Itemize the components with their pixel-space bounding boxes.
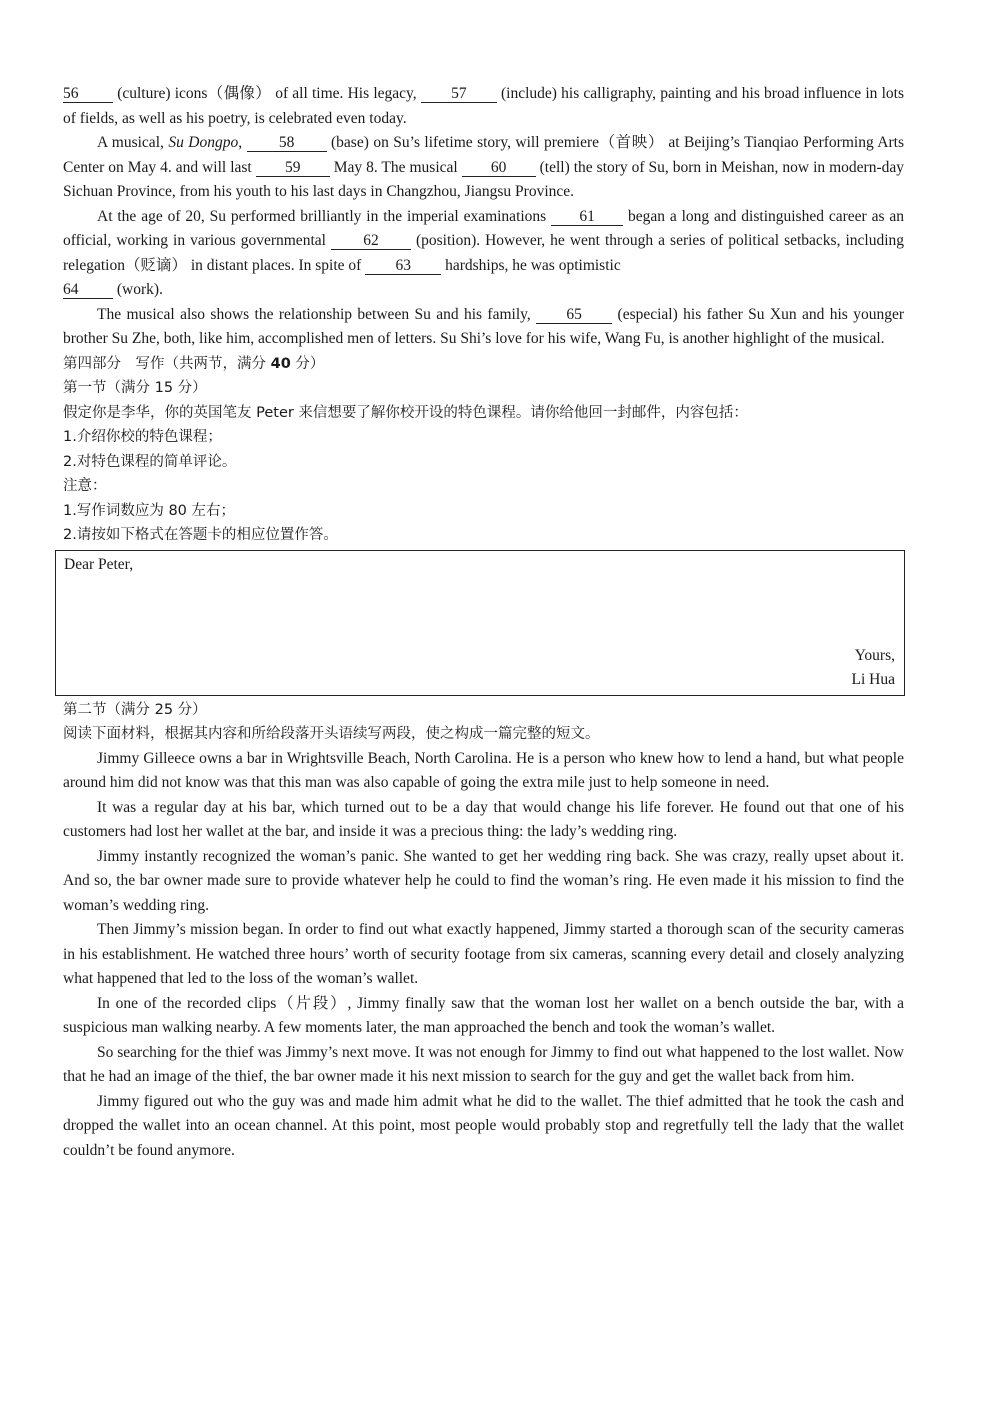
part-four-title: 第四部分 写作（共两节，满分 40 分） xyxy=(63,355,325,372)
blank-65[interactable]: 65 xyxy=(536,306,612,324)
note-title: 注意： xyxy=(63,478,107,494)
signer-name: Li Hua xyxy=(851,671,895,688)
story-paragraph: Then Jimmy’s mission began. In order to find out what exactly happened, Jimmy started a thorough scan of the security cameras in his establishment. He watched three hours’ worth of security footage from six cameras, scanning every detail and closely analyzing what happened that led to the loss of the woman’s wallet. xyxy=(63,921,904,987)
writing-section xyxy=(63,352,904,548)
note-1: 1.写作词数应为 80 左右； xyxy=(63,502,236,519)
cloze-paragraph-1: 56 (culture) icons（偶像） of all time. His legacy, 57 (include) his calligraphy, painting and his broad influence in lots of fields, as well as his poetry, is celebrated even today. xyxy=(63,85,905,127)
blank-63[interactable]: 63 xyxy=(365,257,441,275)
prompt-point-2: 2.对特色课程的简单评论。 xyxy=(63,453,237,470)
blank-59[interactable]: 59 xyxy=(256,159,330,177)
section-one-title: 第一节（满分 15 分） xyxy=(63,380,207,396)
story-paragraph: Jimmy instantly recognized the woman’s panic. She wanted to get her wedding ring back. She was crazy, really upset about it. And so, the bar owner made sure to provide whatever help he could to find the woman’s ring. He even made it his mission to find the woman’s wedding ring. xyxy=(63,847,904,914)
note-2: 2.请按如下格式在答题卡的相应位置作答。 xyxy=(63,527,338,543)
blank-60[interactable]: 60 xyxy=(462,159,536,177)
section-two-prompt: 阅读下面材料，根据其内容和所给段落开头语续写两段，使之构成一篇完整的短文。 xyxy=(63,726,600,742)
story-paragraph: It was a regular day at his bar, which turned out to be a day that would change his life forever. He found out that one of his customers had lost her wallet at the bar, and inside it was a precious thing: the lady’s wedding ring. xyxy=(63,798,904,840)
blank-61[interactable]: 61 xyxy=(551,208,623,226)
signature xyxy=(852,644,895,693)
writing-prompt: 假定你是李华，你的英国笔友 Peter 来信想要了解你校开设的特色课程。请你给他回一封邮件，内容包括： xyxy=(63,404,748,421)
blank-57[interactable]: 57 xyxy=(421,85,497,103)
story-paragraph: Jimmy Gilleece owns a bar in Wrightsville Beach, North Carolina. He is a person who knew how to lend a hand, but what people around him did not know was that this man was also capable of going the extra mile just to help someone in need. xyxy=(63,749,904,791)
answer-format-box xyxy=(55,550,905,696)
blank-64[interactable]: 64 xyxy=(63,281,113,299)
blank-56[interactable]: 56 xyxy=(63,85,113,103)
prompt-point-1: 1.介绍你校的特色课程； xyxy=(63,429,222,445)
closing: Yours, xyxy=(854,646,895,664)
cloze-paragraph-4: The musical also shows the relationship between Su and his family, 65 (especial) his father Su Xun and his younger brother Su Zhe, both, like him, accomplished men of letters. Su Shi’s love for his wife, Wang Fu, is another highlight of the musical. xyxy=(63,305,904,347)
greeting: Dear Peter, xyxy=(64,555,134,573)
blank-62[interactable]: 62 xyxy=(331,232,411,250)
exam-page xyxy=(63,82,904,1163)
cloze-paragraph-3: At the age of 20, Su performed brilliantly in the imperial examinations 61 began a long and distinguished career as an official, working in various governmental 62 (position). However, he went through a series of political setbacks, including relegation（贬谪） in distant places. In spite of 63 hardships, he was optimistic 64 (work). xyxy=(63,207,905,298)
section-two-title: 第二节（满分 25 分） xyxy=(63,701,207,718)
story-paragraph: In one of the recorded clips（片段）, Jimmy finally saw that the woman lost her wallet on a bench outside the bar, with a suspicious man walking nearby. A few moments later, the man approached the bench and took the woman’s wallet. xyxy=(63,994,904,1036)
story-paragraph: So searching for the thief was Jimmy’s next move. It was not enough for Jimmy to find out what happened to the lost wallet. Now that he had an image of the thief, the bar owner made it his next mission to search for the guy and get the wallet back from him. xyxy=(63,1043,904,1085)
cloze-paragraph-2: A musical, Su Dongpo, 58 (base) on Su’s lifetime story, will premiere（首映） at Beijing’s Tianqiao Performing Arts Center on May 4. and will last 59 May 8. The musical 60 (tell) the story of Su, born in Meishan, now in modern-day Sichuan Province, from his youth to his last days in Changzhou, Jiangsu Province. xyxy=(63,134,904,200)
section-two-header xyxy=(63,698,904,747)
story-paragraph: Jimmy figured out who the guy was and made him admit what he did to the wallet. The thief admitted that he took the cash and dropped the wallet into an ocean channel. At this point, most people would probably stop and regretfully tell the lady that the wallet couldn’t be found anymore. xyxy=(63,1092,904,1159)
blank-58[interactable]: 58 xyxy=(247,134,327,152)
